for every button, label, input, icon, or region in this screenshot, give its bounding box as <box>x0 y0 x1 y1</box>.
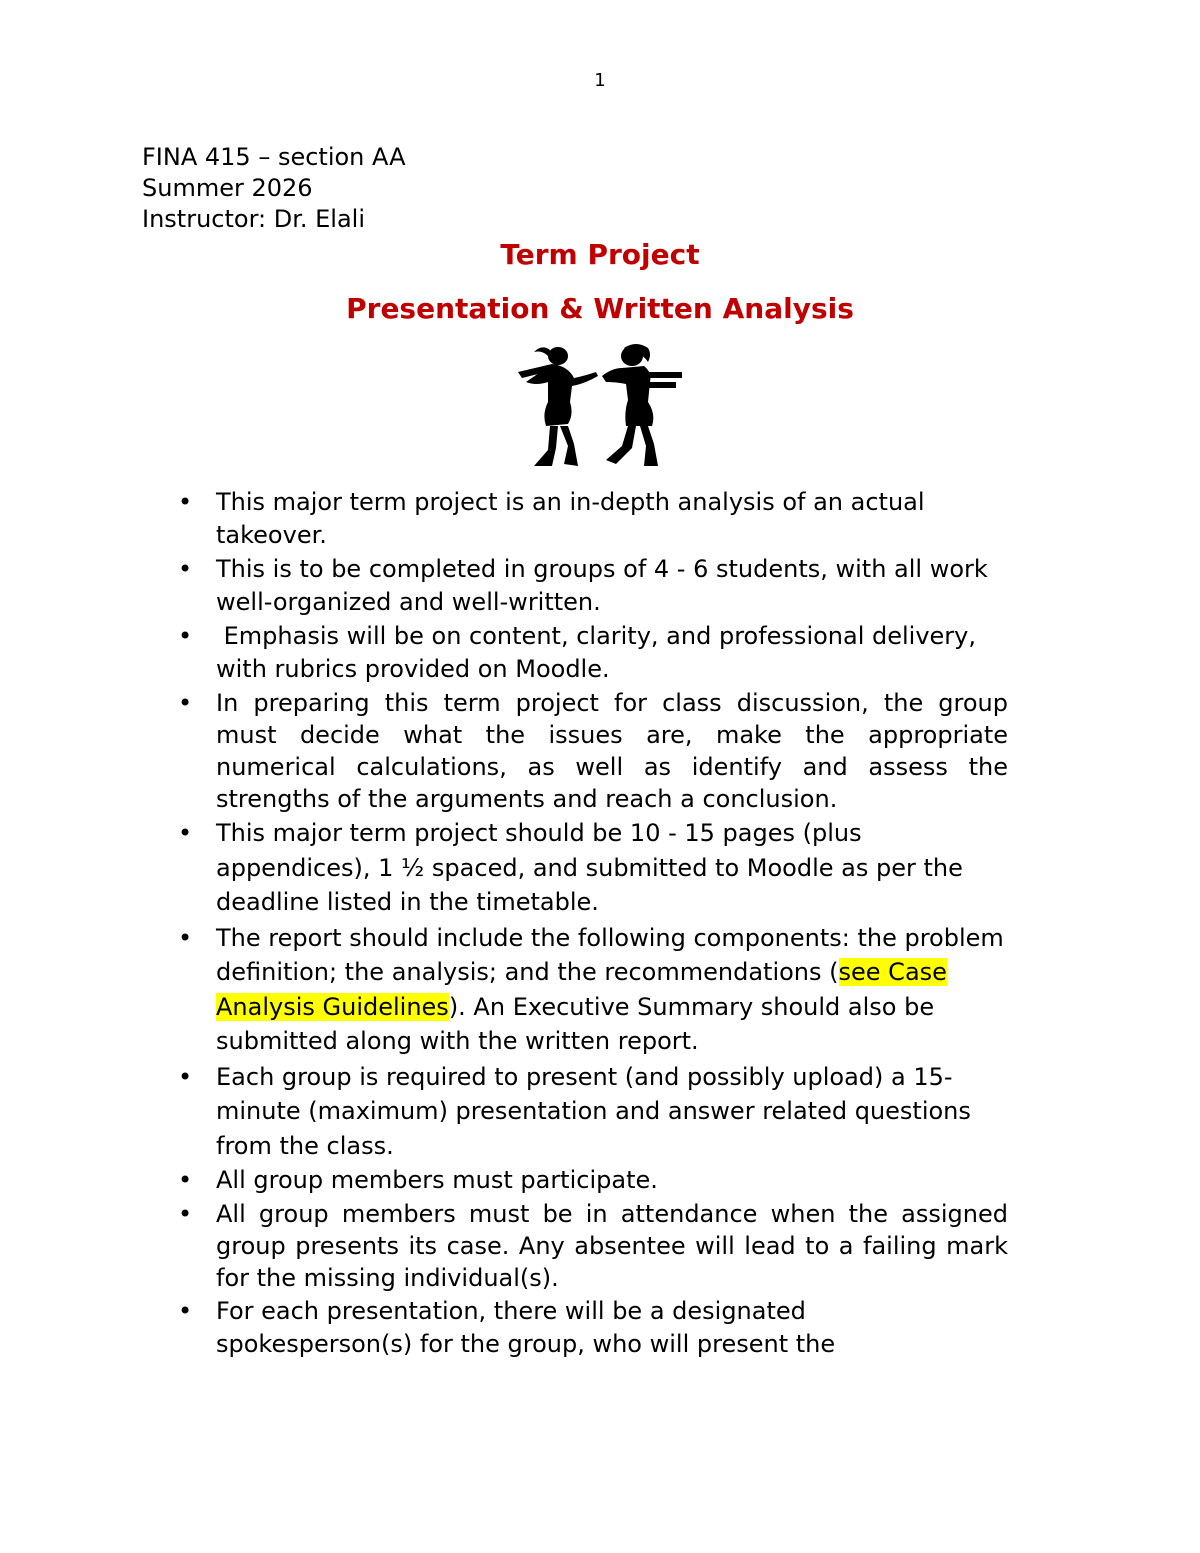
document-subtitle: Presentation & Written Analysis <box>346 292 854 325</box>
course-header <box>142 142 406 235</box>
list-item <box>172 620 1008 686</box>
list-item-text: For each presentation, there will be a designated spokesperson(s) for the group, who will present the <box>216 1297 836 1358</box>
list-item-text: Each group is required to present (and possibly upload) a 15-minute (maximum) presentation and answer related questions from the class. <box>216 1062 971 1160</box>
list-item <box>172 921 1008 1059</box>
list-item-text: All group members must be in attendance when the assigned group presents its case. Any absentee will lead to a failing mark for the missing individual(s). <box>216 1200 1008 1292</box>
bullet-marker: • <box>178 1200 193 1228</box>
list-item <box>172 553 1008 619</box>
list-item-text: This major term project is an in-depth analysis of an actual takeover. <box>216 488 925 549</box>
list-item-text: This is to be completed in groups of 4 - 6 students, with all work well-organized and well-written. <box>216 555 988 616</box>
list-item <box>172 687 1008 815</box>
bullet-marker: • <box>178 1297 193 1325</box>
bullet-marker: • <box>178 488 193 516</box>
course-term: Summer 2026 <box>142 174 313 202</box>
list-item-text-before: The report should include the following components: the problem definition; the analysis; and the recommendations ( <box>216 923 1004 986</box>
list-item <box>172 816 1008 920</box>
list-item-text: Emphasis will be on content, clarity, and professional delivery, with rubrics provided on Moodle. <box>216 622 984 683</box>
bullet-marker: • <box>178 555 193 583</box>
bullet-marker: • <box>178 1166 193 1194</box>
course-instructor: Instructor: Dr. Elali <box>142 205 366 233</box>
course-code: FINA 415 – section AA <box>142 143 406 171</box>
list-item <box>172 1295 1008 1361</box>
two-students-silhouette-icon <box>512 342 688 470</box>
requirements-list <box>172 486 1008 1362</box>
page-number: 1 <box>594 70 606 91</box>
list-item-text: This major term project should be 10 - 15 pages (plus appendices), 1 ½ spaced, and submitted to Moodle as per the deadline listed in the timetable. <box>216 819 963 916</box>
bullet-marker: • <box>178 622 193 650</box>
bullet-marker: • <box>178 1062 193 1091</box>
list-item <box>172 1164 1008 1197</box>
list-item <box>172 1198 1008 1294</box>
bullet-marker: • <box>178 923 193 952</box>
list-item <box>172 1060 1008 1164</box>
document-title: Term Project <box>500 238 700 271</box>
list-item-text: All group members must participate. <box>216 1166 658 1194</box>
list-item-text-after: ). An Executive Summary should also be submitted along with the written report. <box>216 992 935 1055</box>
bullet-marker: • <box>178 689 193 717</box>
highlighted-guidelines-reference: see Case Analysis Guidelines <box>216 958 947 1021</box>
bullet-marker: • <box>178 819 193 847</box>
list-item <box>172 486 1008 552</box>
list-item-text: In preparing this term project for class discussion, the group must decide what the issues are, make the appropriate numerical calculations, as well as identify and assess the strengths of the arguments and reach a conclusion. <box>216 689 1008 813</box>
